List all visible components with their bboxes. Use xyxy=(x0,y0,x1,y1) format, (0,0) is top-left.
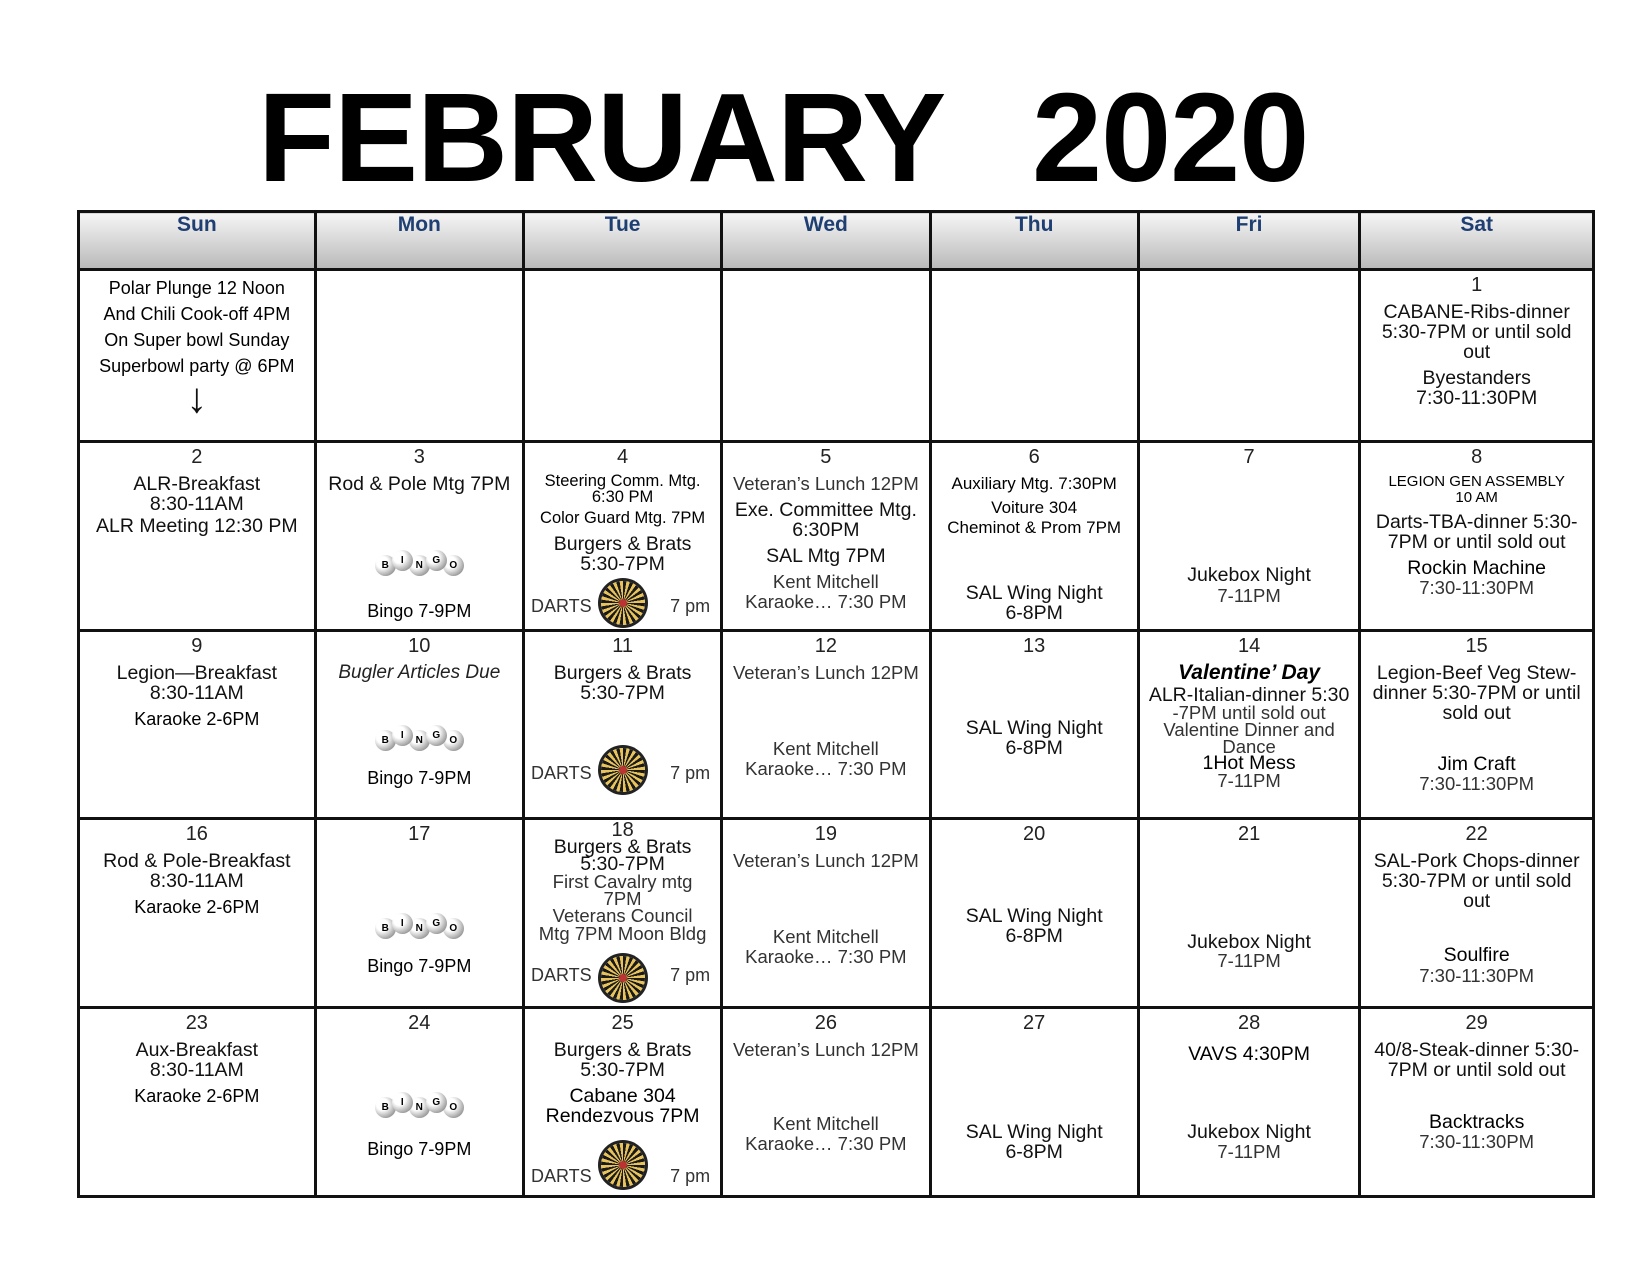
event-line: Legion—Breakfast xyxy=(116,661,278,684)
day-cell-24 xyxy=(315,1008,523,1197)
event-line: Karaoke… 7:30 PM xyxy=(745,757,907,779)
event-line: 10 AM xyxy=(1455,488,1498,506)
down-arrow-icon: ↓ xyxy=(186,374,208,422)
event-line: 7:30-11:30PM xyxy=(1419,772,1535,794)
day-number: 7 xyxy=(1243,445,1255,468)
bingo-balls-icon: B I N G O xyxy=(317,1097,522,1118)
day-number: 9 xyxy=(191,634,203,657)
day-cell-empty xyxy=(930,270,1138,441)
day-number: 17 xyxy=(408,823,431,846)
event-line: Rod & Pole Mtg 7PM xyxy=(328,472,511,495)
event-line: Karaoke 2-6PM xyxy=(134,708,260,729)
darts-row xyxy=(525,581,720,625)
event-line: 7-11PM xyxy=(1217,584,1281,606)
event-line: Dance xyxy=(1222,735,1276,757)
event-line: Backtracks xyxy=(1428,1111,1525,1134)
darts-row xyxy=(525,748,720,792)
week-row xyxy=(79,630,1594,819)
event-line: Jim Craft xyxy=(1437,752,1516,775)
day-cell-17 xyxy=(315,819,523,1008)
event-line: 5:30-7PM xyxy=(580,1059,665,1082)
darts-time: 7 pm xyxy=(670,595,711,616)
day-cell-18 xyxy=(523,819,721,1008)
event-line: Veterans Council xyxy=(552,905,693,927)
event-line: Karaoke 2-6PM xyxy=(134,897,260,918)
event-line: 6-8PM xyxy=(1005,925,1063,948)
event-line: Byestanders xyxy=(1422,367,1531,390)
day-cell-6 xyxy=(930,441,1138,630)
event-line: 7:30-11:30PM xyxy=(1416,387,1538,410)
weekday-wed: Wed xyxy=(722,212,930,270)
event-line: Veteran’s Lunch 12PM xyxy=(732,472,919,494)
event-line: dinner 5:30-7PM or until xyxy=(1372,681,1581,704)
darts-label: DARTS xyxy=(530,595,592,616)
title-year: 2020 xyxy=(1032,67,1309,208)
day-number: 10 xyxy=(408,634,431,657)
event-line: Jukebox Night xyxy=(1187,1121,1311,1144)
week-row xyxy=(79,441,1594,630)
day-number: 28 xyxy=(1237,1012,1261,1035)
event-line: Burgers & Brats xyxy=(553,836,692,859)
darts-label: DARTS xyxy=(530,762,592,783)
bingo-balls-icon: B I N G O xyxy=(317,555,522,576)
day-number: 23 xyxy=(185,1012,208,1035)
event-line: Karaoke… 7:30 PM xyxy=(745,590,907,612)
day-number: 11 xyxy=(612,634,633,657)
darts-time: 7 pm xyxy=(670,965,711,986)
calendar-title xyxy=(0,67,1650,208)
event-line: On Super bowl Sunday xyxy=(104,330,290,351)
day-number: 22 xyxy=(1465,823,1488,846)
day-number: 18 xyxy=(611,819,634,842)
day-cell-8 xyxy=(1360,441,1594,630)
event-line: VAVS 4:30PM xyxy=(1188,1043,1310,1066)
event-line: 7PM or until sold out xyxy=(1387,1059,1566,1082)
event-line: Kent Mitchell xyxy=(772,1113,879,1135)
event-line: Bingo 7-9PM xyxy=(367,600,472,621)
event-line: SAL Wing Night xyxy=(965,581,1103,604)
day-number: 15 xyxy=(1465,634,1488,657)
day-cell-4 xyxy=(523,441,721,630)
event-line: 40/8-Steak-dinner 5:30- xyxy=(1374,1039,1580,1062)
day-cell-empty xyxy=(523,270,721,441)
weekday-tue: Tue xyxy=(523,212,721,270)
day-number: 3 xyxy=(413,445,425,468)
event-line: SAL Wing Night xyxy=(965,1121,1103,1144)
day-cell-12 xyxy=(722,630,930,819)
darts-time: 7 pm xyxy=(670,1166,711,1187)
day-number: 14 xyxy=(1237,634,1261,657)
day-cell-5 xyxy=(722,441,930,630)
day-cell-23 xyxy=(79,1008,316,1197)
event-line: Kent Mitchell xyxy=(772,737,879,759)
day-number: 29 xyxy=(1465,1012,1488,1035)
day-cell-1 xyxy=(1360,270,1594,441)
day-cell-14 xyxy=(1138,630,1359,819)
day-cell-29 xyxy=(1360,1008,1594,1197)
day-number: 4 xyxy=(617,445,629,468)
event-line: 6:30 PM xyxy=(591,487,654,506)
event-line: Cabane 304 xyxy=(569,1085,676,1108)
event-line: Karaoke 2-6PM xyxy=(134,1086,260,1107)
day-number: 5 xyxy=(820,445,832,468)
day-number: 2 xyxy=(191,445,203,468)
event-line: SAL Wing Night xyxy=(965,905,1103,928)
dartboard-icon xyxy=(601,956,645,1000)
darts-time: 7 pm xyxy=(670,762,711,783)
day-cell-20 xyxy=(930,819,1138,1008)
event-line: Voiture 304 xyxy=(991,497,1078,517)
event-line: 5:30-7PM xyxy=(580,681,665,704)
event-line: Darts-TBA-dinner 5:30- xyxy=(1375,510,1578,533)
event-line: Veteran’s Lunch 12PM xyxy=(732,1039,919,1061)
event-line: Karaoke… 7:30 PM xyxy=(745,1133,907,1155)
day-cell-15 xyxy=(1360,630,1594,819)
event-line: 8:30-11AM xyxy=(149,492,244,515)
event-line: Kent Mitchell xyxy=(772,926,879,948)
event-line: Mtg 7PM Moon Bldg xyxy=(538,923,707,945)
event-line: Cheminot & Prom 7PM xyxy=(947,517,1122,537)
event-line: Valentine Dinner and xyxy=(1163,718,1335,740)
day-number: 24 xyxy=(408,1012,431,1035)
event-line: Color Guard Mtg. 7PM xyxy=(540,508,706,527)
dartboard-icon xyxy=(601,1143,645,1187)
event-line: 7-11PM xyxy=(1217,950,1281,972)
event-line: 7-11PM xyxy=(1217,769,1281,791)
day-cell-7 xyxy=(1138,441,1359,630)
event-line: Rendezvous 7PM xyxy=(545,1105,700,1128)
day-cell-13 xyxy=(930,630,1138,819)
event-line: Rockin Machine xyxy=(1407,556,1547,579)
event-line: 6-8PM xyxy=(1005,601,1063,624)
day-cell-empty xyxy=(315,270,523,441)
event-line: out xyxy=(1463,341,1491,364)
day-number: 12 xyxy=(814,634,837,657)
bingo-balls-icon: B I N G O xyxy=(317,730,522,751)
darts-row xyxy=(525,956,720,1000)
event-line: Auxiliary Mtg. 7:30PM xyxy=(951,473,1117,493)
event-line: 8:30-11AM xyxy=(149,870,244,893)
day-number: 25 xyxy=(611,1012,634,1035)
day-number: 6 xyxy=(1028,445,1040,468)
event-line: SAL-Pork Chops-dinner xyxy=(1373,850,1580,873)
event-line: Veteran’s Lunch 12PM xyxy=(732,661,919,683)
day-cell-9 xyxy=(79,630,316,819)
event-line: 7:30-11:30PM xyxy=(1419,1131,1535,1153)
event-line: sold out xyxy=(1442,701,1511,724)
day-cell-11 xyxy=(523,630,721,819)
event-line: Jukebox Night xyxy=(1187,931,1311,954)
event-line: ALR-Italian-dinner 5:30 xyxy=(1148,683,1350,706)
calendar-grid xyxy=(77,210,1595,1198)
event-line: Karaoke… 7:30 PM xyxy=(745,946,907,968)
event-line: Rod & Pole-Breakfast xyxy=(103,850,291,873)
event-line: Burgers & Brats xyxy=(553,1039,692,1062)
event-line: 1Hot Mess xyxy=(1202,751,1296,774)
day-number: 27 xyxy=(1023,1012,1046,1035)
event-line: Valentine’ Day xyxy=(1178,660,1321,684)
weekday-sat: Sat xyxy=(1360,212,1594,270)
event-line: SAL Mtg 7PM xyxy=(766,544,886,567)
event-line: And Chili Cook-off 4PM xyxy=(103,304,291,325)
day-cell-superbowl-note xyxy=(79,270,316,441)
event-line: 6-8PM xyxy=(1005,736,1063,759)
event-line: Bugler Articles Due xyxy=(338,661,501,683)
event-line: 5:30-7PM xyxy=(580,853,665,876)
week-row xyxy=(79,819,1594,1008)
dartboard-icon xyxy=(601,581,645,625)
event-line: 7:30-11:30PM xyxy=(1419,965,1535,987)
event-line: Exe. Committee Mtg. xyxy=(734,498,917,521)
event-line: 7:30-11:30PM xyxy=(1419,576,1535,598)
event-line: Aux-Breakfast xyxy=(135,1039,259,1062)
event-line: Legion-Beef Veg Stew- xyxy=(1376,661,1577,684)
event-line: 6-8PM xyxy=(1005,1141,1063,1164)
title-month: FEBRUARY xyxy=(258,67,946,208)
event-line: 7PM xyxy=(603,888,642,910)
weekday-fri: Fri xyxy=(1138,212,1359,270)
event-line: 5:30-7PM xyxy=(580,552,665,575)
event-line: LEGION GEN ASSEMBLY xyxy=(1388,472,1565,490)
day-cell-27 xyxy=(930,1008,1138,1197)
event-line: Polar Plunge 12 Noon xyxy=(108,278,285,299)
event-line: Bingo 7-9PM xyxy=(367,1139,472,1160)
event-line: 8:30-11AM xyxy=(149,681,244,704)
day-cell-10 xyxy=(315,630,523,819)
event-line: Steering Comm. Mtg. xyxy=(544,471,701,490)
day-cell-21 xyxy=(1138,819,1359,1008)
day-cell-25 xyxy=(523,1008,721,1197)
event-line: 5:30-7PM or until sold xyxy=(1381,321,1572,344)
day-cell-empty xyxy=(722,270,930,441)
event-line: Kent Mitchell xyxy=(772,570,879,592)
bingo-balls-icon: B I N G O xyxy=(317,918,522,939)
day-number: 8 xyxy=(1471,445,1483,468)
event-line: -7PM until sold out xyxy=(1172,701,1326,723)
day-number: 1 xyxy=(1471,274,1483,297)
event-line: First Cavalry mtg xyxy=(552,871,693,893)
event-line: 6:30PM xyxy=(792,518,860,541)
event-line: Superbowl party @ 6PM xyxy=(99,356,295,377)
weekday-mon: Mon xyxy=(315,212,523,270)
event-line: Bingo 7-9PM xyxy=(367,956,472,977)
weekday-sun: Sun xyxy=(79,212,316,270)
weekday-header-row xyxy=(79,212,1594,270)
day-number: 16 xyxy=(185,823,208,846)
day-cell-28 xyxy=(1138,1008,1359,1197)
day-cell-22 xyxy=(1360,819,1594,1008)
day-cell-26 xyxy=(722,1008,930,1197)
day-number: 19 xyxy=(814,823,837,846)
event-line: ALR Meeting 12:30 PM xyxy=(96,514,298,537)
week-row xyxy=(79,1008,1594,1197)
day-number: 21 xyxy=(1237,823,1261,846)
event-line: 8:30-11AM xyxy=(149,1059,244,1082)
event-line: 7PM or until sold out xyxy=(1387,530,1566,553)
event-line: Burgers & Brats xyxy=(553,661,692,684)
event-line: out xyxy=(1463,890,1491,913)
weekday-thu: Thu xyxy=(930,212,1138,270)
day-cell-2 xyxy=(79,441,316,630)
darts-row xyxy=(525,1143,720,1187)
event-line: ALR-Breakfast xyxy=(133,472,261,495)
day-number: 26 xyxy=(814,1012,837,1035)
event-line: SAL Wing Night xyxy=(965,716,1103,739)
dartboard-icon xyxy=(601,748,645,792)
day-cell-16 xyxy=(79,819,316,1008)
event-line: Soulfire xyxy=(1443,944,1510,967)
event-line: Burgers & Brats xyxy=(553,532,692,555)
week-row xyxy=(79,270,1594,441)
event-line: Jukebox Night xyxy=(1187,563,1311,586)
day-number: 20 xyxy=(1023,823,1046,846)
event-line: Veteran’s Lunch 12PM xyxy=(732,850,919,872)
event-line: Bingo 7-9PM xyxy=(367,767,472,788)
event-line: 5:30-7PM or until sold xyxy=(1381,870,1572,893)
event-line: 7-11PM xyxy=(1217,1141,1281,1163)
day-number: 13 xyxy=(1023,634,1046,657)
darts-label: DARTS xyxy=(530,965,592,986)
day-cell-empty xyxy=(1138,270,1359,441)
darts-label: DARTS xyxy=(530,1166,592,1187)
day-cell-19 xyxy=(722,819,930,1008)
event-line: CABANE-Ribs-dinner xyxy=(1383,301,1570,324)
day-cell-3 xyxy=(315,441,523,630)
